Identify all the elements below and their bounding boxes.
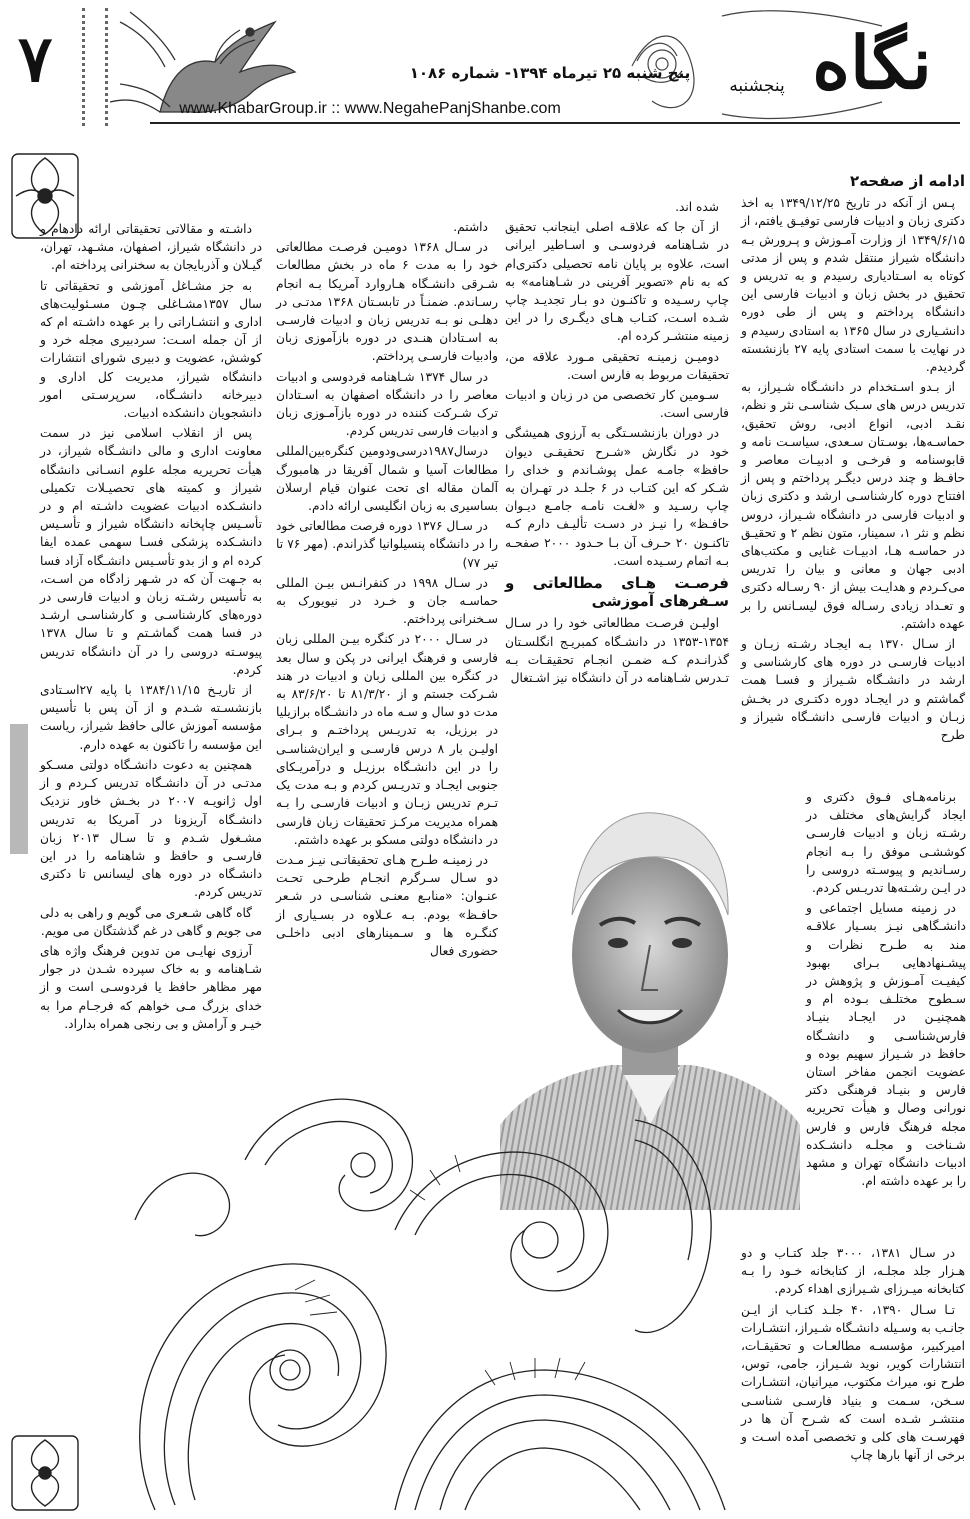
paragraph: در زمینه مسایل اجتماعی و دانشـگاهی نیـز بسـیار علاقـه مند به طـرح نظرات و پیشـنهادهایی بـرای بهبود کیفیـت آمـوزش و پژوهش در سـطوح مختلـف بـوده ام و همچنیـن در ایجـاد بنیـاد فارس‌شناسـی و دانشـگاه حافظ در شـیراز سهیم بوده و عضویت انجمن مفاخر استان فارس و بنیـاد فرهنگی دکتر نورانی وصال و هیأت تحریریه مجله فرهنگ فارس و فارس شـناخت و مجلـه دانشـکده ادبیات دانشگاه تهران و مشهد را بر عهده داشته ام.	[806, 901, 966, 1189]
website-urls[interactable]: www.KhabarGroup.ir :: www.NegahePanjShanbe.com	[179, 100, 561, 117]
logo-subtitle: پنجشنبه	[729, 76, 785, 96]
paragraph: در سال ۱۳۷۴ شـاهنامه فردوسی و ادبیات معاصر را در دانشگاه اصفهان به اسـتادان ترک شـرکت کننده در دوره بازآمـوزی زبان و ادبیات فارسی تدریس کردم.	[276, 369, 498, 439]
paragraph: شده اند.	[675, 200, 719, 214]
paragraph: در دوران بازنشسـتگی به آرزوی همیشگی خود در نگارش «شـرح تحقیقـی دیوان حافظ» جامـه عمل پوشـاندم و خدای را شـکر که این کتـاب در ۶ جلـد در تهـران به چاپ رسـید و «لغـت نامـه جامـع دیـوان حافـظ» را نیـز در دسـت تألیـف دارم کـه تاکنـون ۲۰ حـرف آن بـا حـدود ۲۰۰۰ صفحـه بـه اتمام رسـیده است.	[505, 426, 729, 568]
paragraph: آرزوی نهایـی من تدوین فرهنگ واژه های شـاهنامه و به خاک سپرده شـدن در جوار مهر مظاهر حافظ یا فردوسـی است و از خدای بزرگ مـی خواهم که فرجـام مرا به خیـر و آرامش و بی رنجی همراه بداراد.	[40, 943, 262, 1031]
paragraph: در سـال ۱۳۶۸ دومیـن فرصـت مطالعاتی خود را به مدت ۶ ماه در بخش مطالعات شـرقی دانشـگاه هـاروارد آمریکا بـه انجام رسـاندم. ضمنـاً در تابسـتان ۱۳۶۸ مدتـی در دهلـی نو بـه تدریس زبان و ادبیات فارسـی به اسـتادان هنـدی در دوره بازآموزی زبان وادبیات فارسـی پرداختم.	[276, 240, 498, 364]
paragraph: سـومین کار تخصصی من در زبان و ادبیات فارسی است.	[505, 388, 729, 421]
paragraph: داشتم.	[453, 220, 488, 234]
section-heading: فرصـت هـای مطالعاتی و سـفرهای آموزشی	[505, 574, 729, 611]
paragraph: در سـال ۱۹۹۸ در کنفرانـس بیـن المللی حماسـه جان و خـرد در نیویورک به سـخنرانی پرداختم.	[276, 575, 498, 627]
paragraph: درسال۱۹۸۷درسی‌ودومین کنگره‌بین‌المللی مطالعات آسیا و شمال آفریقا در هامبورگ آلمان مقاله ای تحت عنوان قیام ارسلان بساسیری به زبان انگلیسی ارائه دادم.	[276, 444, 498, 514]
paragraph: داشـته و مقالاتی تحقیقاتی ارائه دادهام و در دانشگاه شیراز، اصفهان، مشـهد، تهران، گیـلان و آذربایجان به سخنرانی پرداخته ام.	[40, 222, 262, 273]
paragraph: همچنین به دعوت دانشـگاه دولتی مسـکو مدتـی در آن دانشـگاه تدریس کـردم و از اول ژانویـه ۲۰۰۷ در بخـش خاور نزدیک دانشـگاه آریزونا در آمریکا به تدریس مشـغول شـدم و تا سـال ۲۰۱۳ زبان فارسـی و حافظ و شاهنامه را در این دانشـگاه در دوره های لیسانس تا دکتری تدریس کردم.	[40, 757, 262, 900]
paragraph: دومیـن زمینـه تحقیقی مـورد علاقه من، تحقیقات مربوط به فارس است.	[505, 349, 729, 382]
paragraph: در سـال ۱۳۷۶ دوره فرصت مطالعاتی خود را در دانشگاه پنسیلوانیا گذراندم. (مهر ۷۶ تا تیر ۷۷)	[276, 519, 498, 570]
paragraph: پس از انقلاب اسلامی نیز در سمت معاونت اداری و مالی دانشـگاه شیراز، در هیأت تحریریه مجله علوم انسـانی دانشگاه شیراز و کمیته های تحصیـلات تکمیلی دانشـکده ادبیات عضویت داشـته ام و در تأسـیس چاپخانه دانشگاه شیراز و تأسـیس دانشـکده پزشکی فسـا سهمی عمده ایفا کرده ام و از بدو تأسـیس دانشـگاه آزاد فسا به جـهت آن که در شـهر زادگاه من اسـت، به تأسیس رشـته زبان و ادبیات فارسی در دوره‌های کارشناسـی و کارشناسـی ارشـد در فسا همت گماشـتم و تا سال ۱۳۷۸ پیوسـته دروسی را در آن دانشگاه تدریس کردم.	[40, 426, 262, 677]
article-column-1-narrow	[806, 788, 966, 1192]
header-divider	[150, 122, 960, 124]
article-column-2	[505, 198, 729, 689]
paragraph: گاه گاهی شـعری می گویم و راهی به دلی می جویم و گاهی در غم گذشتگان می مویم.	[40, 905, 262, 938]
dateline: پنج شنبه ۲۵ تیرماه ۱۳۹۴- شماره ۱۰۸۶	[409, 64, 691, 82]
logo-title: نگاه	[812, 20, 932, 105]
paragraph: از بـدو اسـتخدام در دانشـگاه شـیراز، به تدریس درس های سـبک شناسـی نثر و نظم، نقـد ادبی، انواع ادبی، روش تحقیق، حماسـه‌ها، بوسـتان سـعدی، سیاسـت نامه و قابوسنامه و فرخـی و ادبیـات معاصر و حافـظ و چند درس دیگـر پرداختم و پس از افتتاح دوره کارشناسـی ارشد و دکتری زبان و ادبیات فارسی در دانشگاه شـیراز، دروس نظم و نثر ۱، سمینار، متون نظم ۲ و تحقیـق در حماسـه هـا، ادبیـات غنایی و مکتب‌های ادبی جهان و معانی و بیان را تدریس می‌کـردم و هدایـت بیش از ۹۰ رسـاله دکتری و تعـداد زیادی رسـاله فوق لیسـانس را بر عهده داشتم.	[741, 380, 965, 631]
paragraph: برنامه‌هـای فـوق دکتری و ایجاد گرایش‌های مختلف در رشـته زبان و ادبیات فارسـی کوششـی موفق را بـه انجام رسـاندیم و پیوسـته دروسی را در ایـن رشـته‌ها تدریـس کردم.	[806, 790, 966, 896]
article-column-1-bottom	[741, 1244, 965, 1466]
article-column-4	[40, 220, 262, 1035]
paragraph: در سـال ۱۳۸۱، ۳۰۰۰ جلد کتـاب و دو هـزار جلد مجلـه، از کتابخانه خـود را بـه کتابخانه میـرزای شـیرازی اهداء کردم.	[741, 1246, 965, 1297]
paragraph: پـس از آنکه در تاریخ ۱۳۴۹/۱۲/۲۵ به اخذ دکتری زبان و ادبیات فارسی توفیـق یافتم، از ۱۳۴۹/۶/۱۵ از وزارت آمـوزش و پـرورش بـه دانشگاه شیراز منتقل شدم و پس از مدتی کوتاه به اسـتادیاری رسیدم و به تدریس و تحقیق در بخش زبان و ادبیات فارسی این دانشگاه پرداختم و پس از طی دوره دانشـیاری در سال ۱۳۶۵ به استادی رسیدم و در نهایت با سمت استادی پایه ۲۷ بازنشسته گردیدم.	[741, 196, 965, 375]
continued-title: ادامه از صفحه۲	[850, 172, 965, 190]
page-number: ۷	[18, 22, 53, 97]
side-gray-bar	[10, 724, 28, 854]
masthead	[0, 0, 970, 140]
paragraph: به جز مشـاغل آموزشی و تحقیقاتی تا سال ۱۳۵۷مشـاغلی چـون مسـئولیت‌های اداری و انتشـاراتی را بر عهده داشـته ام که از آن جمله اسـت: سردبیری مجله خرد و کوشش، عضویت و دبیری شورای انتشارات دانشگاه شیراز، مدیریت کل اداری و دبیرخانه دانشـگاه، سرپرسـتی امور دانشجویان دانشکده ادبیات.	[40, 278, 262, 421]
paragraph: تـا سـال ۱۳۹۰، ۴۰ جلـد کتـاب از ایـن جانـب به وسـیله دانشـگاه شـیراز، انتشـارات امیرکبیر، مؤسسـه مطالعـات و تحقیقـات، انتشارات کویر، نوید شـیراز، جامی، توس، طرح نو، میراث مکتوب، میرانیان، انتشـارات سـخن، سـمت و بنیاد فارسـی شناسـی منتشـر شـده است که شـرح آن ها در فهرسـت های کلی و تخصصی آمده اسـت و برخی از آنها بارها چاپ	[741, 1302, 965, 1463]
paragraph: اولیـن فرصـت مطالعاتی خود را در سـال ۱۳۵۴-۱۳۵۳ در دانشـگاه کمبریـج انگلسـتان گذرانـدم کـه ضمـن انجـام تحقیقـات بـه تـدرس شـاهنامه در آن دانشگاه نیز اشـتغال	[505, 616, 729, 686]
paragraph: در سـال ۲۰۰۰ در کنگره بیـن المللی زبان فارسی و فرهنگ ایرانی در پکن و سال بعد در کنگره بین المللی زبان و ادبیات در هند شـرکت جستم و از ۸۱/۳/۲۰ تا ۸۳/۶/۲۰ به مدت دو سال و سـه ماه در دانشـگاه برازیلیا در برزیل، به تدریـس پرداختـم و بـرای اولیـن بار ۸ درس فارسـی و ایران‌شناسـی را در این دانشـگاه برزیـل و درآمریـکای جنوبی ایجـاد و تدریـس کردم و بـه مدت یک تـرم تدریس زبـان و ادبیات فارسـی را بـه همراه مدیریت مرکـز تحقیقات زبان فارسی در دانشگاه دولتی مسکو بر عهده داشتم.	[276, 632, 498, 847]
corner-ornament-icon	[8, 1432, 82, 1514]
paragraph: از آن جا که علاقـه اصلی اینجانب تحقیق در شـاهنامه فردوسـی و اسـاطیر ایرانی است، علاوه بر پایان نامه تحصیلی دکتری‌ام که به نام «تصویر آفرینی در شـاهنامه» به چاپ رسـیده و تاکنـون دو بـار تجدیـد چاپ شـده اسـت، کتـاب هـای دیگـری را در این زمینه منتشـر کرده ام.	[505, 220, 729, 344]
paragraph: از سـال ۱۳۷۰ بـه ایجـاد رشـته زبـان و ادبیات فارسـی در دوره های کارشناسی و ارشد در دانشـگاه شـیراز و فسـا همت گماشتم و در ایجـاد دوره دکتـری در بخـش زبـان و ادبیات فارسـی دانشـگاه شیراز و طرح	[741, 637, 965, 743]
paisley-mandala-icon	[95, 1040, 735, 1519]
article-column-3	[276, 218, 498, 962]
paragraph: در زمینـه طـرح هـای تحقیقاتـی نیـز مـدت دو سـال سـرگرم انجـام طرحـی تحـت عنـوان: «منابـع معنـی شناسـی در شـعر حافـظ» بودم. بـه عـلاوه در بسـیاری از کنگـره ها و سـمینارهای ادبی داخلـی حضوری فعال	[276, 852, 498, 958]
paragraph: از تاریـخ ۱۳۸۴/۱۱/۱۵ با پایه ۲۷اسـتادی بازنشسـته شـدم و از آن پس با تأسیس مؤسسه آموزش عالی حافظ شیراز، ریاست این مؤسسه را تاکنون به عهده دارم.	[40, 683, 262, 752]
article-column-1	[741, 168, 965, 746]
